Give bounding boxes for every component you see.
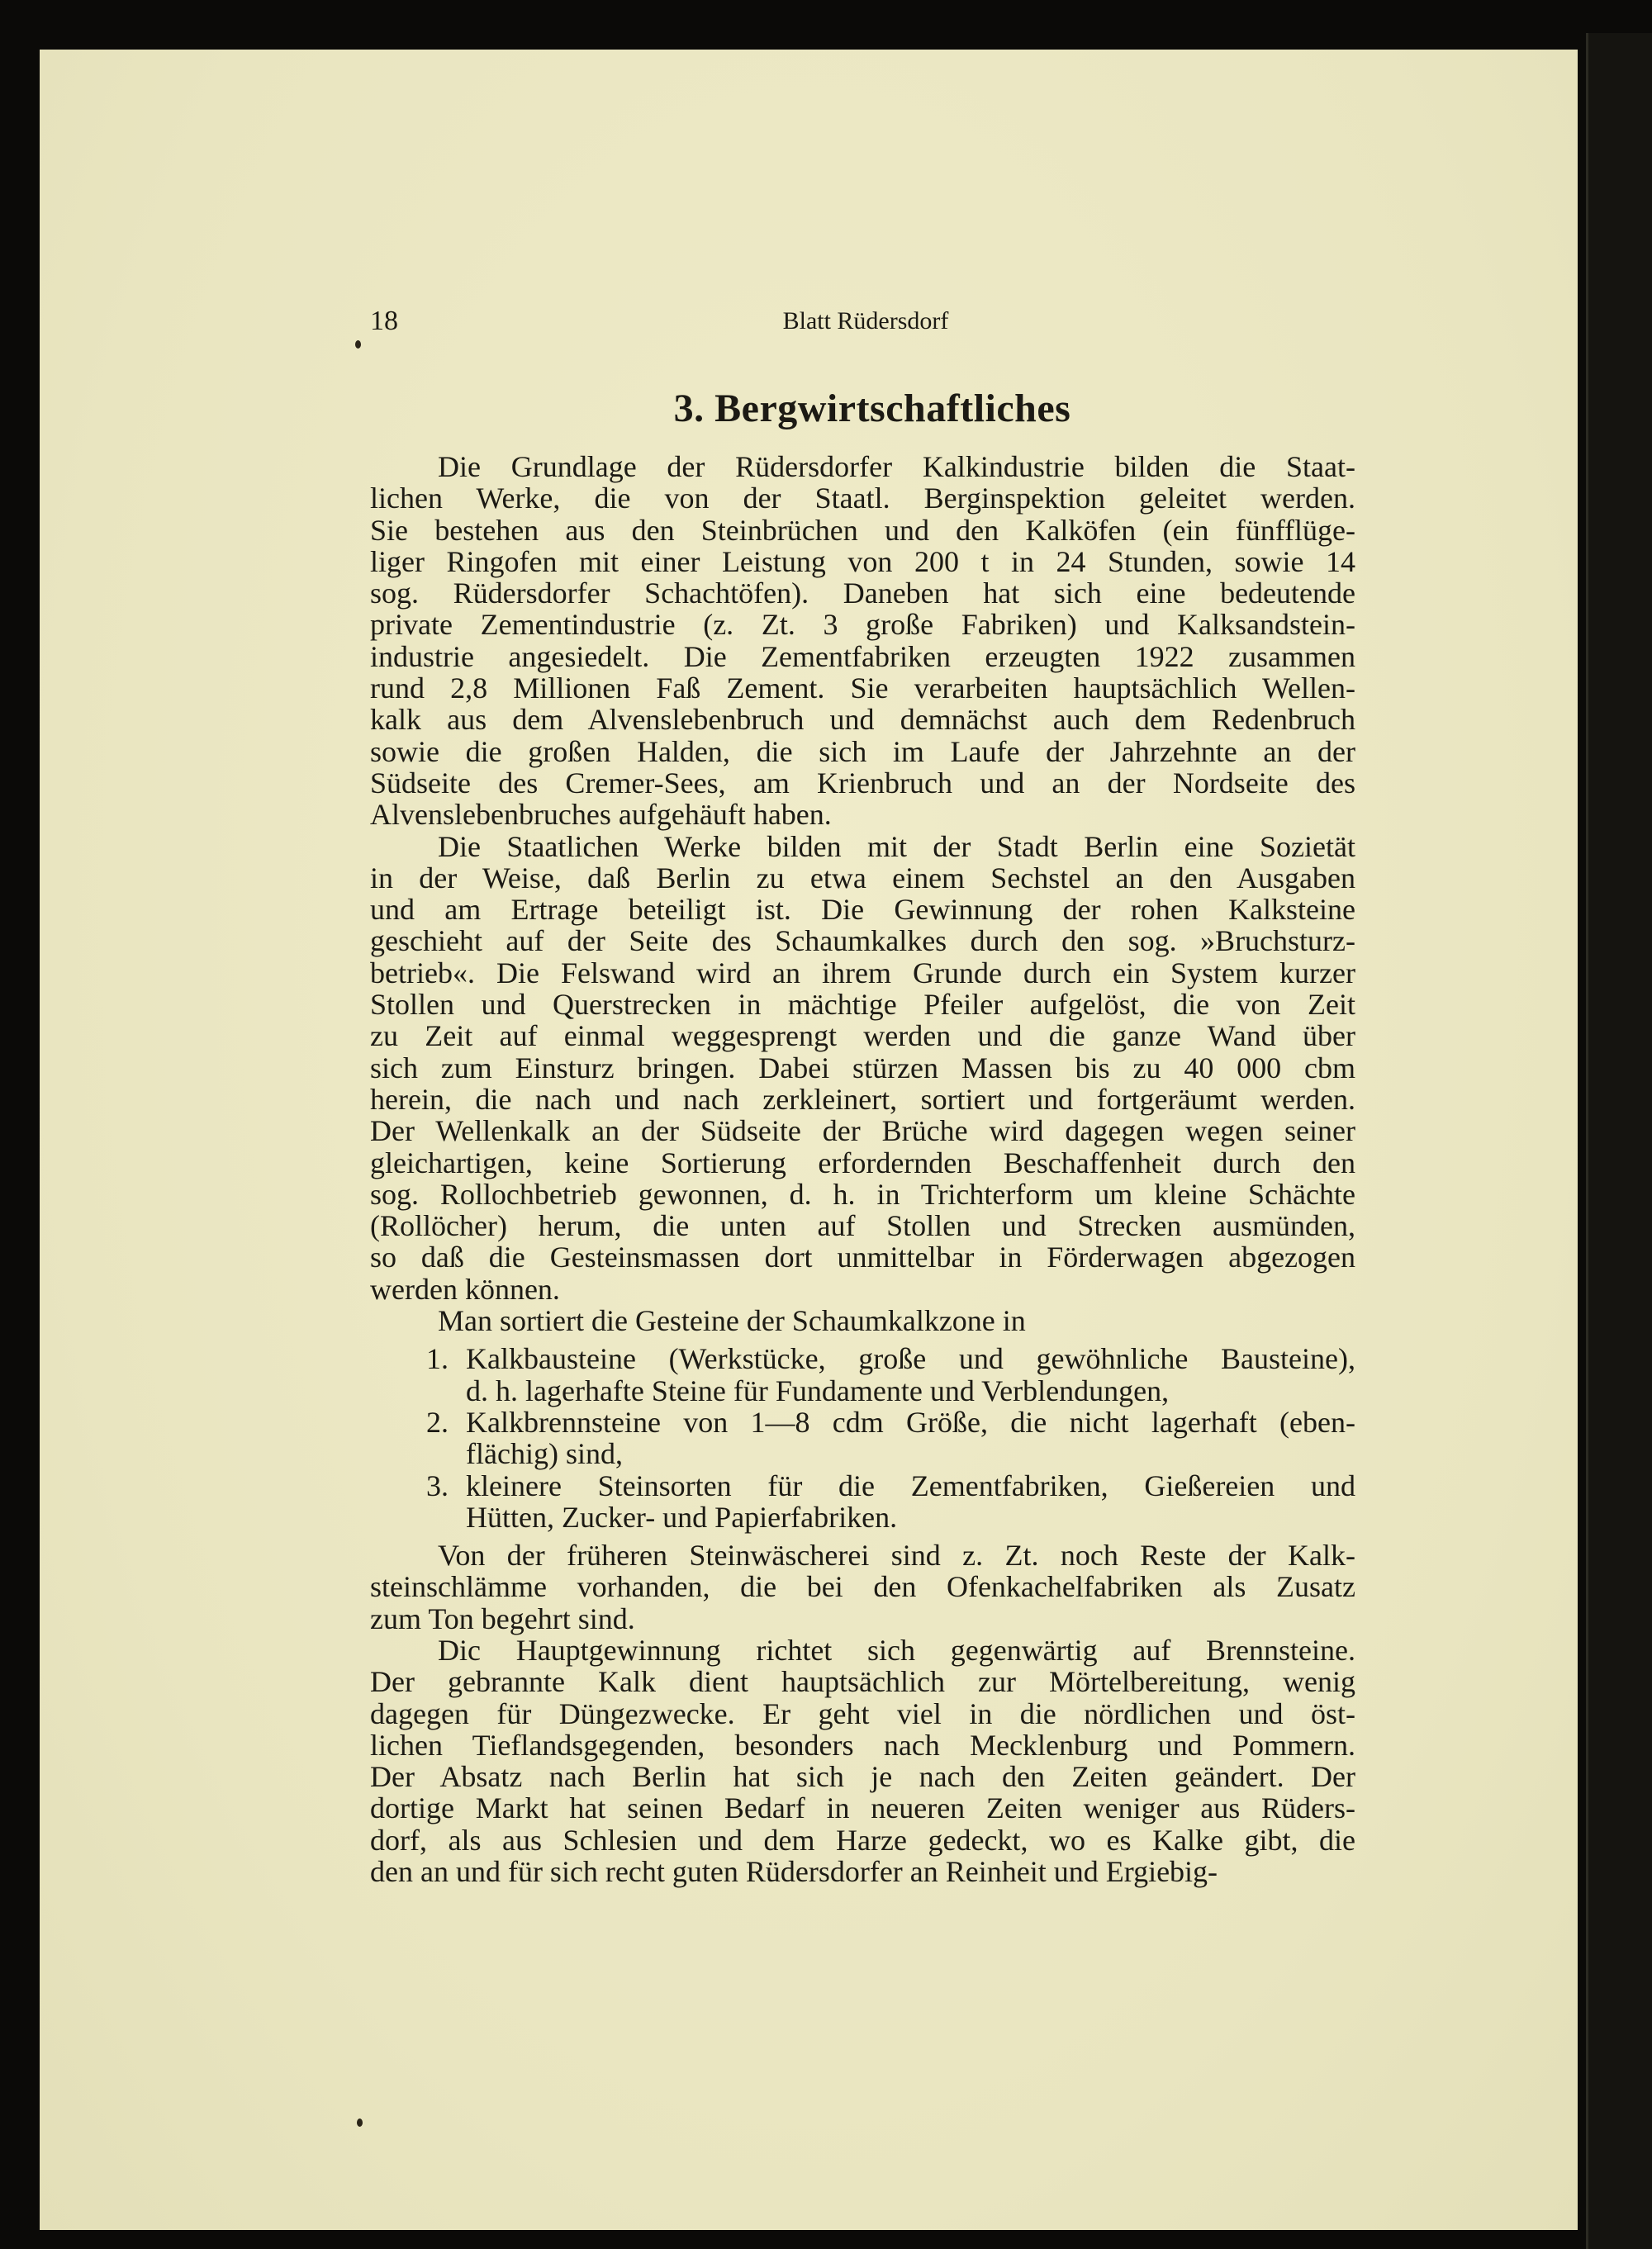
text-line: Man sortiert die Gesteine der Schaumkalkzone in [438, 1304, 1026, 1338]
running-head: Blatt Rüdersdorf [782, 307, 949, 335]
ink-speck [355, 340, 361, 349]
text-line: kleinere Steinsorten für die Zementfabriken, Gießereien und [466, 1468, 1355, 1502]
text-line: rund 2,8 Millionen Faß Zement. Sie verarbeiten hauptsächlich Wellen- [370, 671, 1355, 705]
list-item-number: 2. [426, 1405, 449, 1439]
text-line: private Zementindustrie (z. Zt. 3 große Fabriken) und Kalksandstein- [370, 608, 1355, 642]
text-line: den an und für sich recht guten Rüdersdorfer an Reinheit und Ergiebig- [370, 1855, 1218, 1889]
text-line: Von der früheren Steinwäscherei sind z. Zt. noch Reste der Kalk- [438, 1539, 1355, 1573]
text-line: Kalkbausteine (Werkstücke, große und gewöhnliche Bausteine), [466, 1342, 1355, 1376]
text-line: in der Weise, daß Berlin zu etwa einem Sechstel an den Ausgaben [370, 861, 1355, 894]
text-line: Der Absatz nach Berlin hat sich je nach den Zeiten geändert. Der [370, 1760, 1355, 1794]
text-line: gleichartigen, keine Sortierung erfordernden Beschaffenheit durch den [370, 1146, 1355, 1179]
text-line: lichen Tieflandsgegenden, besonders nach Mecklenburg und Pommern. [370, 1728, 1355, 1762]
text-line: Südseite des Cremer-Sees, am Krienbruch und an der Nordseite des [370, 766, 1355, 799]
text-line: dortige Markt hat seinen Bedarf in neueren Zeiten weniger aus Rüders- [370, 1791, 1355, 1825]
text-line: Der gebrannte Kalk dient hauptsächlich zur Mörtelbereitung, wenig [370, 1665, 1355, 1699]
text-line: Stollen und Querstrecken in mächtige Pfeiler aufgelöst, die von Zeit [370, 988, 1355, 1022]
text-line: Alvenslebenbruches aufgehäuft haben. [370, 798, 832, 832]
text-line: industrie angesiedelt. Die Zementfabriken erzeugten 1922 zusammen [370, 639, 1355, 673]
list-item [370, 1407, 1355, 1470]
list-item [370, 1470, 1355, 1534]
text-line: dorf, als aus Schlesien und dem Harze gedeckt, wo es Kalke gibt, die [370, 1823, 1355, 1857]
text-line: sowie die großen Halden, die sich im Laufe der Jahrzehnte an der [370, 734, 1355, 768]
text-line: zu Zeit auf einmal weggesprengt werden und die ganze Wand über [370, 1019, 1355, 1053]
text-line: Sie bestehen aus den Steinbrüchen und den Kalköfen (ein fünfflüge- [370, 513, 1355, 547]
text-line: sich zum Einsturz bringen. Dabei stürzen Massen bis zu 40 000 cbm [370, 1051, 1355, 1084]
text-line: (Rollöcher) herum, die unten auf Stollen und Strecken ausmünden, [370, 1209, 1355, 1243]
section-title: 3. Bergwirtschaftliches [673, 387, 1071, 430]
paragraph [370, 1635, 1355, 1887]
text-line: so daß die Gesteinsmassen dort unmittelbar in Förderwagen abgezogen [370, 1241, 1355, 1274]
text-line: kalk aus dem Alvenslebenbruch und demnächst auch dem Redenbruch [370, 703, 1355, 737]
list-item-number: 3. [426, 1468, 449, 1502]
text-line: zum Ton begehrt sind. [370, 1601, 635, 1635]
paragraph [370, 1540, 1355, 1635]
list-item [370, 1343, 1355, 1407]
text-line: werden können. [370, 1272, 560, 1306]
list-item-number: 1. [426, 1342, 449, 1376]
text-line: und am Ertrage beteiligt ist. Die Gewinnung der rohen Kalksteine [370, 893, 1355, 927]
paragraph [370, 451, 1355, 831]
text-line: Die Staatlichen Werke bilden mit der Stadt Berlin eine Sozietät [438, 829, 1355, 863]
text-line: flächig) sind, [466, 1437, 623, 1471]
text-line: Die Grundlage der Rüdersdorfer Kalkindustrie bilden die Staat- [438, 450, 1355, 483]
text-line: d. h. lagerhafte Steine für Fundamente und Verblendungen, [466, 1374, 1170, 1407]
text-line: dagegen für Düngezwecke. Er geht viel in die nördlichen und öst- [370, 1696, 1355, 1730]
text-line: geschieht auf der Seite des Schaumkalkes durch den sog. »Bruchsturz- [370, 924, 1355, 958]
text-line: sog. Rüdersdorfer Schachtöfen). Daneben hat sich eine bedeutende [370, 576, 1355, 610]
text-line: Dic Hauptgewinnung richtet sich gegenwärtig auf Brennsteine. [438, 1633, 1355, 1667]
paragraph [370, 1305, 1355, 1336]
text-line: herein, die nach und nach zerkleinert, sortiert und fortgeräumt werden. [370, 1082, 1355, 1116]
text-line: Der Wellenkalk an der Südseite der Brüche wird dagegen wegen seiner [370, 1114, 1355, 1148]
body-text [370, 451, 1355, 1887]
text-line: liger Ringofen mit einer Leistung von 200 t in 24 Stunden, sowie 14 [370, 544, 1355, 578]
ink-speck [357, 2119, 363, 2127]
paragraph [370, 831, 1355, 1305]
text-line: Hütten, Zucker- und Papierfabriken. [466, 1500, 898, 1534]
page-number: 18 [370, 306, 398, 336]
numbered-list [370, 1343, 1355, 1533]
text-line: Kalkbrennsteine von 1—8 cdm Größe, die nicht lagerhaft (eben- [466, 1405, 1355, 1439]
text-line: lichen Werke, die von der Staatl. Berginspektion geleitet werden. [370, 482, 1355, 515]
text-line: sog. Rollochbetrieb gewonnen, d. h. in Trichterform um kleine Schächte [370, 1177, 1355, 1211]
text-line: steinschlämme vorhanden, die bei den Ofenkachelfabriken als Zusatz [370, 1570, 1355, 1604]
next-page-edge [1586, 33, 1652, 2249]
text-line: betrieb«. Die Felswand wird an ihrem Grunde durch ein System kurzer [370, 956, 1355, 989]
